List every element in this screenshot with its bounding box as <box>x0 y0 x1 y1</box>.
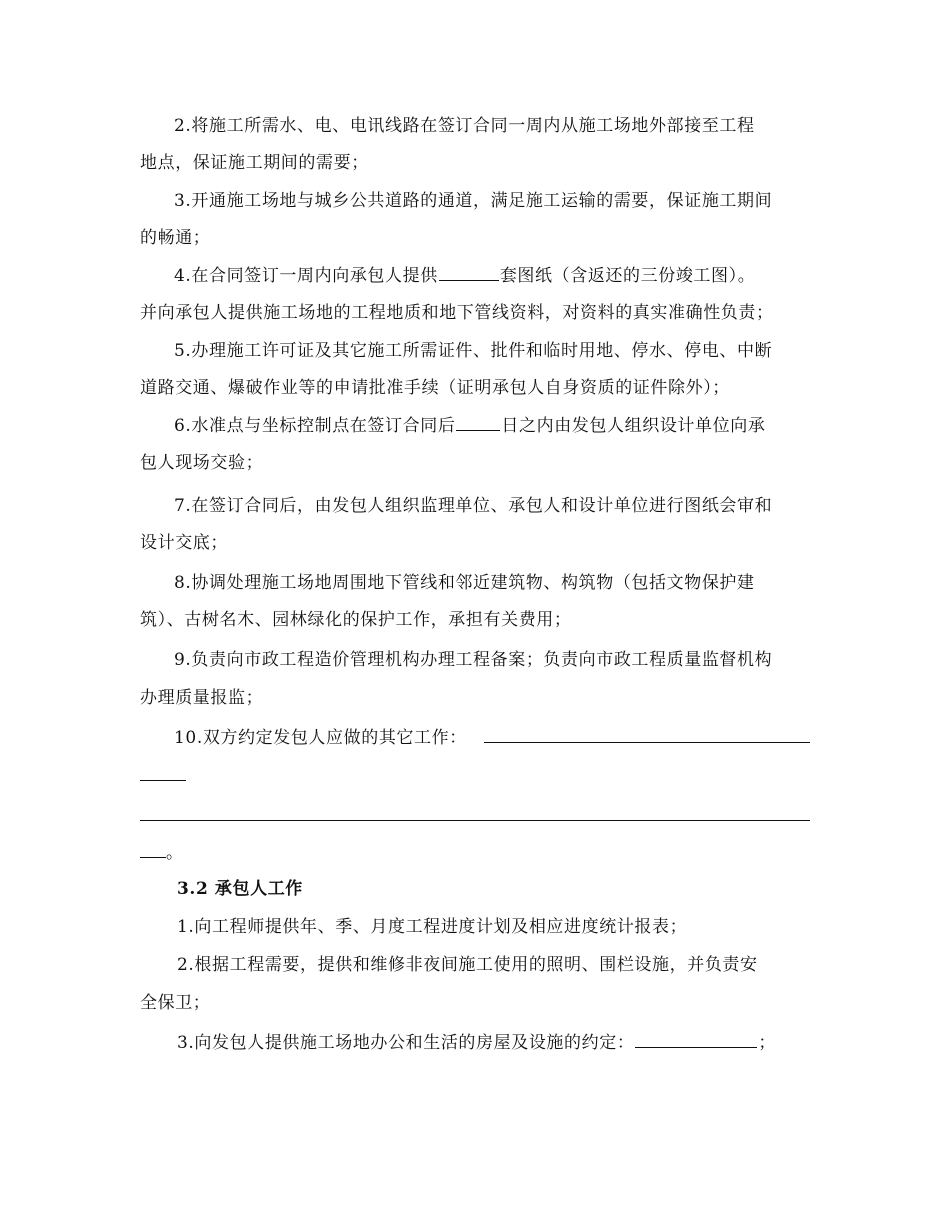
paragraph-line <box>0 645 950 675</box>
item-10-line-1: 10.双方约定发包人应做的其它工作： <box>174 728 467 748</box>
paragraph-line <box>0 988 950 1018</box>
item-7-line-1: 7.在签订合同后，由发包人组织监理单位、承包人和设计单位进行图纸会审和 <box>174 496 773 516</box>
item-9-line-2: 办理质量报监； <box>140 688 264 708</box>
paragraph-line <box>0 528 950 558</box>
paragraph-line <box>0 111 950 141</box>
section-heading <box>0 874 950 904</box>
paragraph-line <box>0 723 950 753</box>
paragraph-line <box>0 1028 950 1058</box>
item-8-line-1: 8.协调处理施工场地周围地下管线和邻近建筑物、构筑物（包括文物保护建 <box>174 573 755 593</box>
section-3-2-heading: 3.2 承包人工作 <box>177 879 303 899</box>
paragraph-line <box>0 261 950 291</box>
paragraph-line <box>0 605 950 635</box>
item-3-line-2: 的畅通； <box>140 228 211 248</box>
fill-in-blank[interactable] <box>140 820 810 821</box>
paragraph-line <box>0 148 950 178</box>
fill-in-blank[interactable] <box>439 261 499 281</box>
item-5-line-2: 道路交通、爆破作业等的申请批准手续（证明承包人自身资质的证件除外）； <box>140 378 730 398</box>
paragraph-line <box>0 448 950 478</box>
item-8-line-2: 筑）、古树名木、园林绿化的保护工作，承担有关费用； <box>140 610 572 630</box>
item-10-end: 。 <box>166 843 184 863</box>
item-6-line-1b: 日之内由发包人组织设计单位向承 <box>501 416 766 436</box>
fill-in-blank[interactable] <box>635 1028 757 1048</box>
item-3-line-1: 3.开通施工场地与城乡公共道路的通道，满足施工运输的需要，保证施工期间 <box>174 191 773 211</box>
paragraph-line <box>0 411 950 441</box>
paragraph-line <box>0 298 950 328</box>
s2-item-1: 1.向工程师提供年、季、月度工程进度计划及相应进度统计报表； <box>177 917 688 937</box>
paragraph-line <box>0 683 950 713</box>
item-9-line-1: 9.负责向市政工程造价管理机构办理工程备案；负责向市政工程质量监督机构 <box>174 650 773 670</box>
item-6-line-1a: 6.水准点与坐标控制点在签订合同后 <box>174 416 456 436</box>
paragraph-line <box>0 491 950 521</box>
paragraph-line <box>0 950 950 980</box>
item-2-line-2: 地点，保证施工期间的需要； <box>140 153 369 173</box>
paragraph-line <box>0 223 950 253</box>
item-7-line-2: 设计交底； <box>140 533 228 553</box>
paragraph-line <box>0 568 950 598</box>
s2-item-2-line-2: 全保卫； <box>140 993 211 1013</box>
paragraph-line <box>0 373 950 403</box>
item-6-line-2: 包人现场交验； <box>140 453 264 473</box>
paragraph-line <box>0 336 950 366</box>
item-5-line-1: 5.办理施工许可证及其它施工所需证件、批件和临时用地、停水、停电、中断 <box>174 341 773 361</box>
paragraph-line <box>0 186 950 216</box>
fill-in-blank[interactable] <box>484 742 810 743</box>
fill-in-blank[interactable] <box>140 780 186 781</box>
item-4-line-2: 并向承包人提供施工场地的工程地质和地下管线资料，对资料的真实准确性负责； <box>140 303 774 323</box>
paragraph-line <box>0 838 950 868</box>
s2-item-3a: 3.向发包人提供施工场地办公和生活的房屋及设施的约定： <box>177 1033 635 1053</box>
item-2-line-1: 2.将施工所需水、电、电讯线路在签订合同一周内从施工场地外部接至工程 <box>174 116 755 136</box>
paragraph-line <box>0 912 950 942</box>
s2-item-3b: ； <box>758 1033 777 1053</box>
s2-item-2-line-1: 2.根据工程需要，提供和维修非夜间施工使用的照明、围栏设施，并负责安 <box>177 955 758 975</box>
item-4-line-1b: 套图纸（含返还的三份竣工图）。 <box>499 266 756 286</box>
fill-in-blank[interactable] <box>456 411 500 431</box>
item-4-line-1a: 4.在合同签订一周内向承包人提供 <box>174 266 438 286</box>
